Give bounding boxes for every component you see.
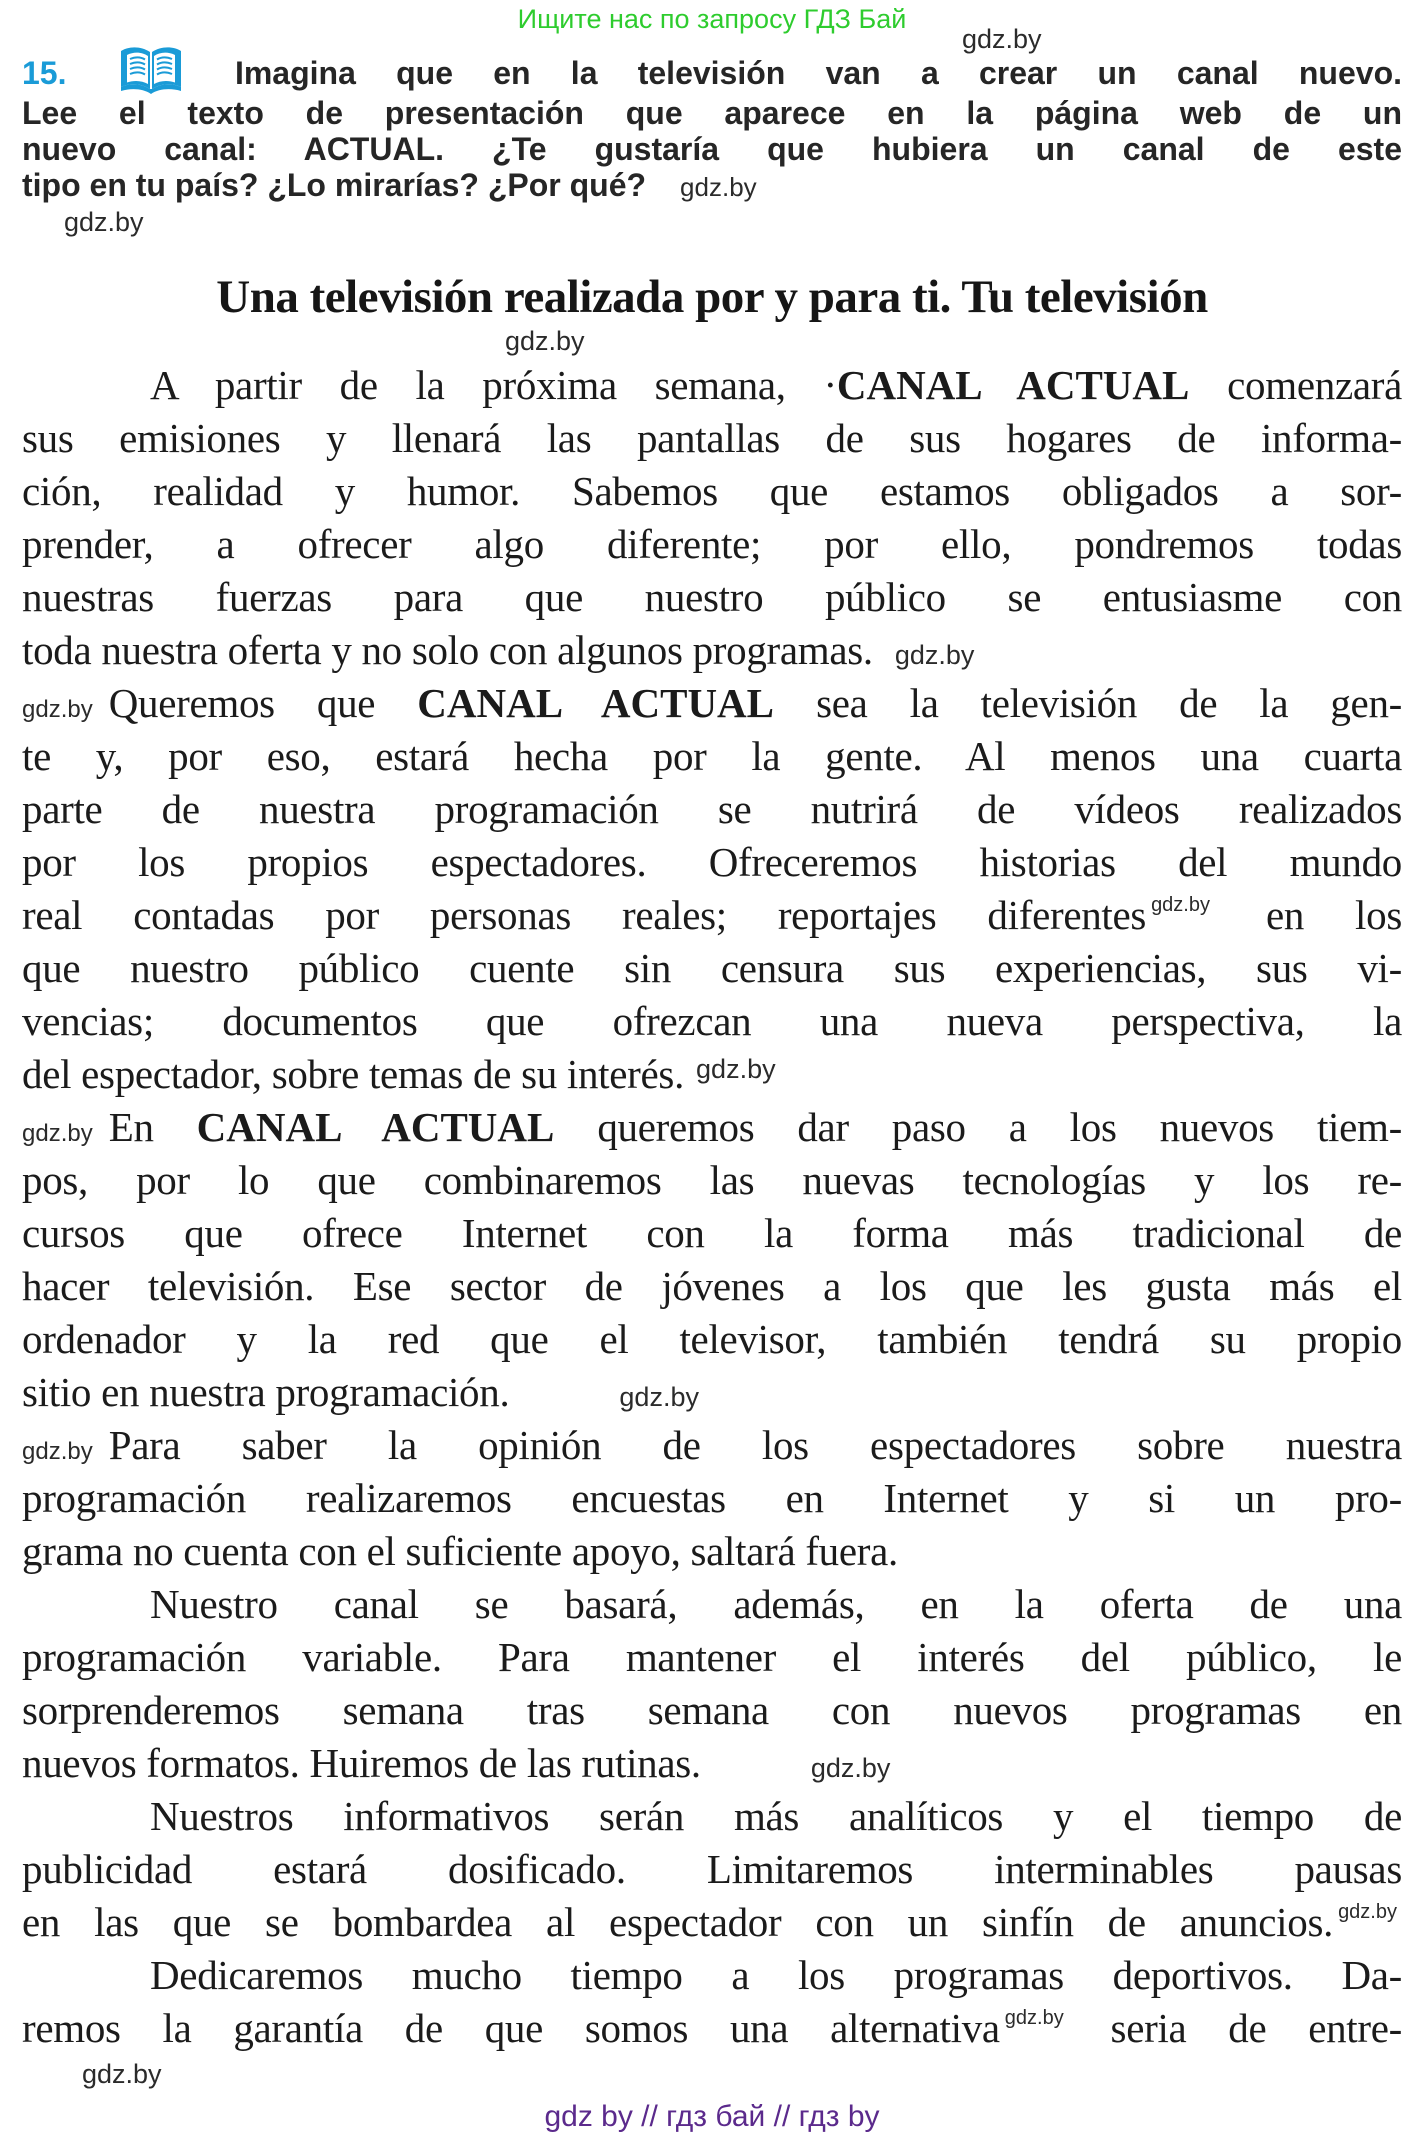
article-title: Una televisión realizada por y para ti. Tu televisión	[216, 271, 1208, 323]
text-segment: tipo en tu país? ¿Lo mirarías? ¿Por qué?	[22, 167, 647, 203]
text-segment: Lee el texto de presentación que aparece en la página web de un	[22, 95, 1402, 131]
gdz-watermark: gdz.by	[1151, 894, 1210, 916]
text-line	[22, 942, 1402, 995]
text-line	[22, 677, 1402, 730]
text-segment: real contadas por personas reales; reportajes diferentes	[22, 892, 1147, 938]
gdz-watermark: gdz.by	[1004, 2007, 1064, 2029]
text-segment: del espectador, sobre temas de su interés.	[22, 1051, 685, 1097]
text-line	[22, 571, 1402, 624]
channel-name-bold: CANAL ACTUAL	[417, 680, 775, 726]
instruction-line	[22, 45, 1402, 95]
channel-name-bold: CANAL ACTUAL	[836, 362, 1190, 408]
text-line	[22, 836, 1402, 889]
text-line	[22, 1684, 1402, 1737]
text-segment: nuestras fuerzas para que nuestro público se entusiasme con	[22, 574, 1402, 620]
gdz-watermark: gdz.by	[1338, 1901, 1397, 1923]
text-segment: nuevos formatos. Huiremos de las rutinas.	[22, 1740, 701, 1786]
text-line	[22, 1419, 1402, 1472]
text-line	[22, 1737, 1402, 1790]
gdz-watermark: gdz.by	[810, 1753, 891, 1783]
text-line	[22, 1207, 1402, 1260]
text-line	[22, 1313, 1402, 1366]
text-segment: te y, por eso, estará hecha por la gente. Al menos una cuarta	[22, 733, 1402, 779]
text-segment: sorprenderemos semana tras semana con nuevos programas en	[22, 1687, 1402, 1733]
text-line	[22, 412, 1402, 465]
text-line	[22, 889, 1402, 942]
text-segment: en las que se bombardea al espectador con un sinfín de anuncios.	[22, 1899, 1334, 1945]
gdz-watermark: gdz.by	[82, 2059, 162, 2089]
text-segment: programación variable. Para mantener el interés del público, le	[22, 1634, 1402, 1680]
text-segment: toda nuestra oferta y no solo con algunos programas.	[22, 627, 873, 673]
text-segment: sea la televisión de la gen-	[774, 680, 1403, 726]
text-segment: En	[108, 1104, 197, 1150]
text-segment: sitio en nuestra programación.	[22, 1369, 510, 1415]
text-line	[22, 624, 1402, 677]
text-line	[22, 359, 1402, 412]
exercise-instructions	[22, 45, 1402, 203]
text-segment: ordenador y la red que el televisor, también tendrá su propio	[22, 1316, 1402, 1362]
text-line	[22, 518, 1402, 571]
gdz-watermark: gdz.by	[680, 172, 757, 202]
text-segment: queremos dar paso a los nuevos tiem-	[554, 1104, 1402, 1150]
text-segment: comenzará	[1189, 362, 1402, 408]
text-segment: Para saber la opinión de los espectadores sobre nuestra	[108, 1422, 1402, 1468]
text-line	[22, 2002, 1402, 2055]
text-line	[22, 1843, 1402, 1896]
text-segment: cursos que ofrece Internet con la forma más tradicional de	[22, 1210, 1402, 1256]
gdz-watermark: gdz.by	[22, 696, 93, 723]
text-line	[22, 783, 1402, 836]
gdz-watermark: gdz.by	[505, 326, 585, 356]
text-segment: seria de entre-	[1068, 2005, 1402, 2051]
text-segment: prender, a ofrecer algo diferente; por ello, pondremos todas	[22, 521, 1402, 567]
open-book-icon	[119, 45, 183, 95]
text-segment: nuevo canal: ACTUAL. ¿Te gustaría que hubiera un canal de este	[22, 131, 1402, 167]
text-segment: sus emisiones y llenará las pantallas de sus hogares de informa-	[22, 415, 1402, 461]
text-line	[22, 465, 1402, 518]
text-segment: Nuestros informativos serán más analíticos y el tiempo de	[150, 1793, 1402, 1839]
instruction-line	[22, 167, 1402, 203]
channel-name-bold: CANAL ACTUAL	[196, 1104, 555, 1150]
text-line	[22, 1896, 1402, 1949]
gdz-watermark: gdz.by	[64, 207, 144, 237]
text-segment: vencias; documentos que ofrezcan una nueva perspectiva, la	[22, 998, 1402, 1044]
gdz-watermark: gdz.by	[696, 1054, 776, 1084]
text-segment: Imagina que en la televisión van a crear un canal nuevo.	[234, 55, 1403, 91]
instruction-line	[22, 131, 1402, 167]
text-segment: pos, por lo que combinaremos las nuevas tecnologías y los re-	[22, 1157, 1402, 1203]
text-segment: Queremos que	[108, 680, 418, 726]
text-segment: Dedicaremos mucho tiempo a los programas deportivos. Da-	[150, 1952, 1402, 1998]
text-line	[22, 1631, 1402, 1684]
text-segment: publicidad estará dosificado. Limitaremos interminables pausas	[22, 1846, 1402, 1892]
text-segment: que nuestro público cuente sin censura sus experiencias, sus vi-	[22, 945, 1402, 991]
text-segment: ción, realidad y humor. Sabemos que estamos obligados a sor-	[22, 468, 1402, 514]
text-segment: remos la garantía de que somos una alternativa	[22, 2005, 1000, 2051]
text-line	[22, 1949, 1402, 2002]
text-line	[22, 1154, 1402, 1207]
text-segment: Nuestro canal se basará, además, en la oferta de una	[150, 1581, 1402, 1627]
text-segment: A partir de la próxima semana, ·	[150, 362, 837, 408]
exercise-number: 15.	[22, 55, 67, 91]
text-line	[22, 730, 1402, 783]
text-segment: hacer televisión. Ese sector de jóvenes a los que les gusta más el	[22, 1263, 1402, 1309]
gdz-watermark: gdz.by	[619, 1382, 699, 1412]
text-segment: programación realizaremos encuestas en Internet y si un pro-	[22, 1475, 1402, 1521]
gdz-watermark: gdz.by	[22, 1120, 93, 1147]
text-line	[22, 1525, 1402, 1578]
text-line	[22, 1101, 1402, 1154]
text-line	[22, 1578, 1402, 1631]
text-line	[22, 1790, 1402, 1843]
text-segment: en los	[1215, 892, 1402, 938]
gdz-watermark: gdz.by	[22, 1438, 93, 1465]
text-line	[22, 1366, 1402, 1419]
text-line	[22, 1260, 1402, 1313]
search-query-banner: Ищите нас по запросу ГДЗ Бай	[517, 4, 907, 34]
text-segment: por los propios espectadores. Ofreceremos historias del mundo	[22, 839, 1402, 885]
gdz-watermark: gdz.by	[894, 640, 975, 670]
gdz-watermark: gdz.by	[962, 24, 1042, 54]
text-line	[22, 1048, 1402, 1101]
article-body	[22, 359, 1402, 2055]
text-line	[22, 995, 1402, 1048]
text-line	[22, 1472, 1402, 1525]
text-segment: parte de nuestra programación se nutrirá de vídeos realizados	[22, 786, 1402, 832]
text-segment: grama no cuenta con el suficiente apoyo, saltará fuera.	[22, 1528, 898, 1574]
footer-watermark: gdz by // гдз бай // гдз by	[544, 2100, 880, 2133]
instruction-line	[22, 95, 1402, 131]
